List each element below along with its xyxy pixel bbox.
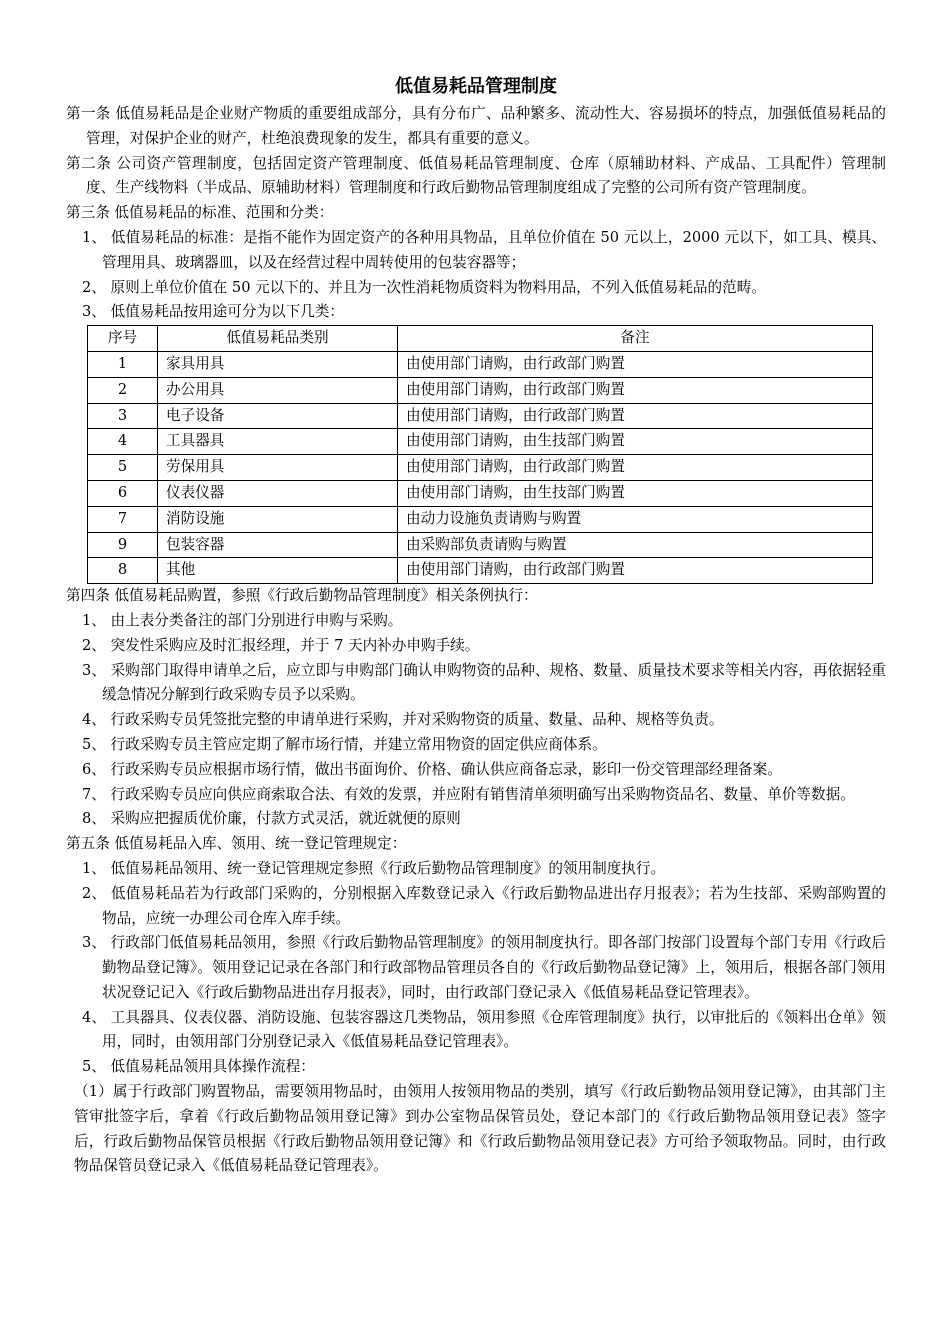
article-5-item: 3、 行政部门低值易耗品领用，参照《行政后勤物品管理制度》的领用制度执行。即各部门按部门设置每个部门专用《行政后勤物品登记簿》。领用登记记录在各部门和行政部物品管理员各自的《行政后勤物品登记簿》上，领用后，根据各部门领用状况登记记入《行政后勤物品进出存月报表》，同时，由行政部门登记录入《低值易耗品登记管理表》。 xyxy=(82,934,886,1001)
cell-seq: 2 xyxy=(88,377,158,403)
cell-remark: 由使用部门请购，由生技部门购置 xyxy=(398,429,873,455)
article-3-item: 3、 低值易耗品按用途可分为以下几类： xyxy=(82,303,345,321)
cell-category: 劳保用具 xyxy=(158,455,398,481)
cell-category: 包装容器 xyxy=(158,532,398,558)
document-page xyxy=(66,70,886,1179)
cell-category: 家具用具 xyxy=(158,351,398,377)
article-3-item: 1、 低值易耗品的标准：是指不能作为固定资产的各种用具物品，且单位价值在 50 元以上，2000 元以下，如工具、模具、管理用具、玻璃器皿，以及在经营过程中周转使用的包装容器等； xyxy=(82,228,886,271)
cell-seq: 3 xyxy=(88,403,158,429)
cell-category: 消防设施 xyxy=(158,506,398,532)
header-seq: 序号 xyxy=(88,326,158,352)
article-4-item: 4、 行政采购专员凭签批完整的申请单进行采购，并对采购物资的质量、数量、品种、规格等负责。 xyxy=(82,711,724,729)
article-4-item: 6、 行政采购专员应根据市场行情，做出书面询价、价格、确认供应商备忘录，影印一份交管理部经理备案。 xyxy=(82,760,782,778)
article-4-item: 2、 突发性采购应及时汇报经理，并于 7 天内补办申购手续。 xyxy=(82,636,480,654)
article-5-item: 5、 低值易耗品领用具体操作流程： xyxy=(82,1058,315,1076)
article-5-subitem: （1）属于行政部门购置物品，需要领用物品时，由领用人按领用物品的类别，填写《行政后勤物品领用登记簿》，由其部门主管审批签字后，拿着《行政后勤物品领用登记簿》到办公室物品保管员处，登记本部门的《行政后勤物品领用登记表》签字后，行政后勤物品保管员根据《行政后勤物品领用登记簿》和《行政后勤物品领用登记表》方可给予领取物品。同时，由行政物品保管员登记录入《低值易耗品登记管理表》。 xyxy=(74,1083,886,1175)
cell-remark: 由动力设施负责请购与购置 xyxy=(398,506,873,532)
cell-category: 其他 xyxy=(158,558,398,584)
table-row xyxy=(88,558,873,584)
cell-seq: 1 xyxy=(88,351,158,377)
cell-category: 办公用具 xyxy=(158,377,398,403)
table-row xyxy=(88,532,873,558)
cell-remark: 由使用部门请购，由生技部门购置 xyxy=(398,480,873,506)
article-4-item: 8、 采购应把握质优价廉，付款方式灵活，就近就便的原则 xyxy=(82,810,461,828)
cell-category: 仪表仪器 xyxy=(158,480,398,506)
table-row xyxy=(88,455,873,481)
cell-remark: 由使用部门请购，由行政部门购置 xyxy=(398,403,873,429)
cell-seq: 8 xyxy=(88,558,158,584)
article-4-item: 5、 行政采购专员主管应定期了解市场行情，并建立常用物资的固定供应商体系。 xyxy=(82,735,607,753)
cell-remark: 由使用部门请购，由行政部门购置 xyxy=(398,377,873,403)
article-4-item: 3、 采购部门取得申请单之后，应立即与申购部门确认申购物资的品种、规格、数量、质量技术要求等相关内容，再依据轻重缓急情况分解到行政采购专员予以采购。 xyxy=(82,661,886,704)
article-3-heading: 第三条 低值易耗品的标准、范围和分类： xyxy=(66,204,334,222)
cell-category: 工具器具 xyxy=(158,429,398,455)
cell-seq: 6 xyxy=(88,480,158,506)
article-1: 第一条 低值易耗品是企业财产物质的重要组成部分，具有分布广、品种繁多、流动性大、容易损坏的特点，加强低值易耗品的管理，对保护企业的财产，杜绝浪费现象的发生，都具有重要的意义。 xyxy=(66,105,886,147)
article-4-item: 7、 行政采购专员应向供应商索取合法、有效的发票，并应附有销售清单须明确写出采购物资品名、数量、单价等数据。 xyxy=(82,785,855,803)
article-2: 第二条 公司资产管理制度，包括固定资产管理制度、低值易耗品管理制度、仓库（原辅助材料、产成品、工具配件）管理制度、生产线物料（半成品、原辅助材料）管理制度和行政后勤物品管理制度组成了完整的公司所有资产管理制度。 xyxy=(66,154,886,197)
article-4-item: 1、 由上表分类备注的部门分别进行申购与采购。 xyxy=(82,611,403,629)
table-row xyxy=(88,351,873,377)
cell-seq: 5 xyxy=(88,455,158,481)
article-5-item: 2、 低值易耗品若为行政部门采购的，分别根据入库数登记录入《行政后勤物品进出存月报表》；若为生技部、采购部购置的物品，应统一办理公司仓库入库手续。 xyxy=(82,884,886,927)
category-table xyxy=(87,325,873,584)
cell-remark: 由使用部门请购，由行政部门购置 xyxy=(398,351,873,377)
article-4-heading: 第四条 低值易耗品购置，参照《行政后勤物品管理制度》相关条例执行： xyxy=(66,587,538,605)
cell-seq: 4 xyxy=(88,429,158,455)
cell-remark: 由使用部门请购，由行政部门购置 xyxy=(398,455,873,481)
cell-remark: 由采购部负责请购与购置 xyxy=(398,532,873,558)
document-title: 低值易耗品管理制度 xyxy=(395,76,557,97)
article-5-heading: 第五条 低值易耗品入库、领用、统一登记管理规定： xyxy=(66,835,407,853)
header-category: 低值易耗品类别 xyxy=(158,326,398,352)
cell-seq: 9 xyxy=(88,532,158,558)
cell-remark: 由使用部门请购，由行政部门购置 xyxy=(398,558,873,584)
table-header-row xyxy=(88,326,873,352)
table-row xyxy=(88,480,873,506)
header-remark: 备注 xyxy=(398,326,873,352)
table-row xyxy=(88,403,873,429)
cell-category: 电子设备 xyxy=(158,403,398,429)
article-5-item: 1、 低值易耗品领用、统一登记管理规定参照《行政后勤物品管理制度》的领用制度执行。 xyxy=(82,859,666,877)
article-3-item: 2、 原则上单位价值在 50 元以下的、并且为一次性消耗物质资料为物料用品，不列入低值易耗品的范畴。 xyxy=(82,278,766,296)
article-5-item: 4、 工具器具、仪表仪器、消防设施、包装容器这几类物品，领用参照《仓库管理制度》执行，以审批后的《领料出仓单》领用，同时，由领用部门分别登记录入《低值易耗品登记管理表》。 xyxy=(82,1008,886,1051)
cell-seq: 7 xyxy=(88,506,158,532)
table-row xyxy=(88,506,873,532)
table-row xyxy=(88,377,873,403)
table-row xyxy=(88,429,873,455)
